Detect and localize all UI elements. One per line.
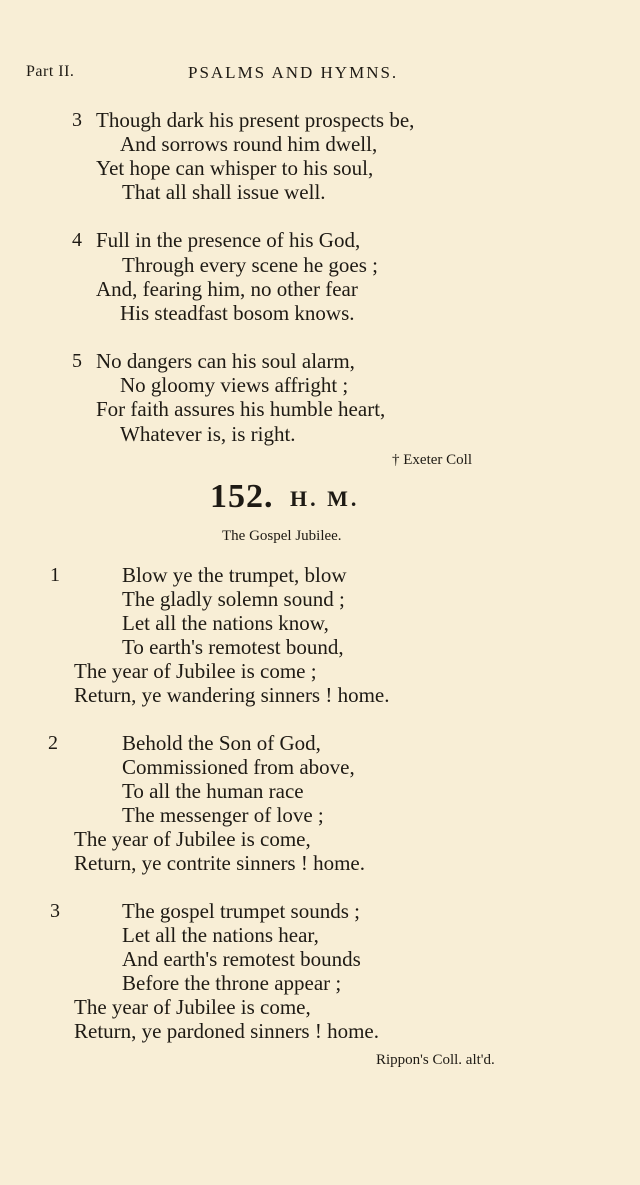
running-title: PSALMS AND HYMNS.	[188, 63, 399, 82]
verse-line: For faith assures his humble heart,	[96, 397, 386, 421]
verse-line: Let all the nations know,	[122, 611, 329, 635]
verse-line: Full in the presence of his God,	[96, 228, 361, 252]
verse-line: That all shall issue well.	[122, 180, 326, 204]
hymn-number: 152.	[210, 478, 274, 515]
verse-line: And sorrows round him dwell,	[120, 132, 378, 156]
prev-attribution: † Exeter Coll	[392, 452, 472, 468]
hymn-meter: H. M.	[290, 486, 360, 511]
verse-line: Return, ye wandering sinners ! home.	[74, 683, 390, 707]
verse-line: To earth's remotest bound,	[122, 635, 344, 659]
verse-line: The year of Jubilee is come,	[74, 827, 311, 851]
verse-line: The messenger of love ;	[122, 803, 324, 827]
verse-line: His steadfast bosom knows.	[120, 301, 355, 325]
verse-line: No dangers can his soul alarm,	[96, 349, 355, 373]
stanza-number: 4	[72, 229, 82, 251]
part-label: Part II.	[26, 63, 75, 80]
stanza-number: 3	[50, 900, 60, 922]
stanza-number: 2	[48, 732, 58, 754]
stanza-number: 3	[72, 109, 82, 131]
verse-line: The year of Jubilee is come,	[74, 995, 311, 1019]
verse-line: Through every scene he goes ;	[122, 253, 378, 277]
verse-line: To all the human race	[122, 779, 304, 803]
verse-line: Whatever is, is right.	[120, 422, 296, 446]
verse-line: Return, ye pardoned sinners ! home.	[74, 1019, 380, 1043]
verse-line: No gloomy views affright ;	[120, 373, 349, 397]
verse-line: The year of Jubilee is come ;	[74, 659, 317, 683]
verse-line: And, fearing him, no other fear	[96, 277, 358, 301]
verse-line: Commissioned from above,	[122, 755, 355, 779]
verse-line: Before the throne appear ;	[122, 971, 342, 995]
stanza-number: 1	[50, 564, 60, 586]
verse-line: Though dark his present prospects be,	[96, 108, 415, 132]
verse-line: The gospel trumpet sounds ;	[122, 899, 360, 923]
verse-line: Let all the nations hear,	[122, 923, 319, 947]
verse-line: The gladly solemn sound ;	[122, 587, 345, 611]
stanza-number: 5	[72, 350, 82, 372]
verse-line: And earth's remotest bounds	[122, 947, 361, 971]
verse-line: Return, ye contrite sinners ! home.	[74, 851, 366, 875]
verse-line: Blow ye the trumpet, blow	[122, 563, 347, 587]
verse-line: Yet hope can whisper to his soul,	[96, 156, 374, 180]
hymn-attribution: Rippon's Coll. alt'd.	[376, 1052, 495, 1068]
verse-line: Behold the Son of God,	[122, 731, 321, 755]
hymn-title: The Gospel Jubilee.	[222, 528, 342, 544]
